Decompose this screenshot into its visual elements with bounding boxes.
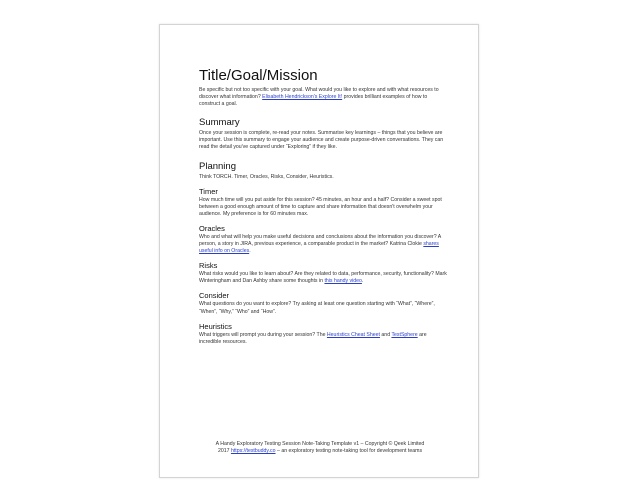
intro-text-2: provides brilliant examples of how to construct a goal. <box>199 94 428 108</box>
heuristics-text-1: What triggers will prompt you during your session? The <box>199 331 327 338</box>
planning-paragraph: Think TORCH. Timer, Oracles, Risks, Consider, Heuristics. <box>199 173 334 180</box>
page-footer <box>190 441 450 455</box>
timer-paragraph: How much time will you put aside for this session? 45 minutes, an hour and a half? Consider a sweet spot between a good enough amount of time to capture and share information that doesn't overwhelm your audience. My preference is for 60 minutes max. <box>199 196 442 217</box>
heuristics-text-3: are incredible resources. <box>199 331 427 345</box>
footer-year: 2017 <box>217 448 231 455</box>
footer-tagline: – an exploratory testing note-taking tool for development teams <box>275 448 423 455</box>
document-page <box>159 24 479 478</box>
consider-heading: Consider <box>199 291 230 301</box>
consider-paragraph: What questions do you want to explore? Try asking at least one question starting with “What”, “Where”, “When”, “Why,” “Who” and “How”. <box>199 301 435 315</box>
footer-line-1: A Handy Exploratory Testing Session Note-Taking Template v1 – Copyright © Qeek Limited <box>215 441 425 447</box>
testsphere-link[interactable]: TestSphere <box>391 331 418 338</box>
risks-text-1: What risks would you like to learn about? Are they related to data, performance, security, functionality? Mark Winteringham and Dan Ashby share some thoughts in <box>199 271 447 285</box>
summary-heading: Summary <box>199 117 240 129</box>
heuristics-heading: Heuristics <box>199 321 232 331</box>
heuristics-cheat-sheet-link[interactable]: Heuristics Cheat Sheet <box>326 331 380 338</box>
planning-heading: Planning <box>199 160 236 172</box>
footer-line-2 <box>190 448 450 455</box>
heuristics-paragraph <box>199 332 449 346</box>
oracles-text-2: . <box>249 248 251 255</box>
explore-it-link[interactable]: Elisabeth Hendrickson's Explore It! <box>262 94 343 101</box>
risks-paragraph <box>199 271 449 285</box>
page-title: Title/Goal/Mission <box>199 67 318 84</box>
testbuddy-link[interactable]: https://testbuddy.co <box>230 448 276 455</box>
oracles-heading: Oracles <box>199 223 225 233</box>
heuristics-text-2: and <box>379 331 392 338</box>
risks-heading: Risks <box>199 261 218 271</box>
page-content <box>199 67 449 346</box>
oracles-paragraph <box>199 234 449 255</box>
handy-video-link[interactable]: this handy video <box>324 278 362 285</box>
intro-text-1: Be specific but not too specific with your goal. What would you like to explore and with what resources to discover what information? <box>199 87 439 101</box>
timer-heading: Timer <box>199 186 218 196</box>
intro-paragraph <box>199 87 449 108</box>
oracles-text-1: Who and what will help you make useful decisions and conclusions about the information you discover? A person, a story in JIRA, previous experience, a comparable product in the market? Katrina Clokie <box>199 233 441 248</box>
risks-text-2: . <box>361 278 364 285</box>
oracles-info-link[interactable]: shares useful info on Oracles <box>199 241 439 255</box>
summary-paragraph: Once your session is complete, re-read your notes. Summarise key learnings – things that you believe are important. Use this summary to engage your audience and create purpose-driven conversations. They can read the detail you've captured under “Exploring” if they like. <box>199 130 444 151</box>
